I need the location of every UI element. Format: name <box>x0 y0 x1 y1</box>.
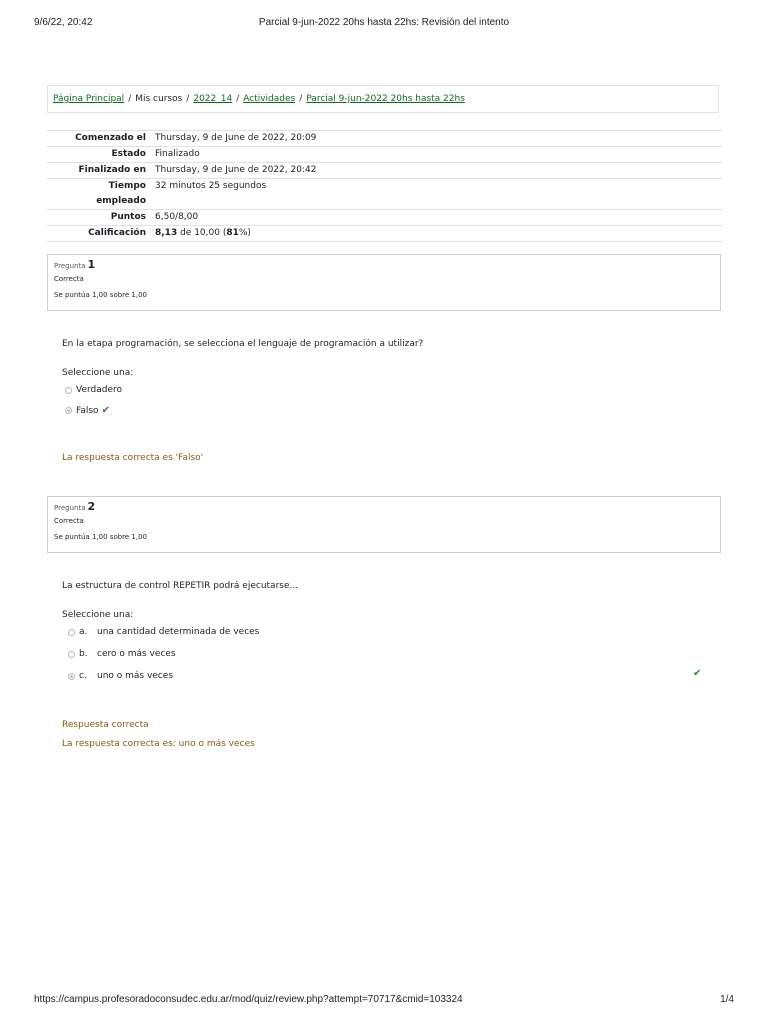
print-url: https://campus.profesoradoconsudec.edu.ar/mod/quiz/review.php?attempt=70717&cmid=103324 <box>34 994 463 1005</box>
print-datetime: 9/6/22, 20:42 <box>34 17 93 28</box>
breadcrumb-course-link[interactable]: 2022_14 <box>193 94 233 104</box>
summary-row-grade <box>47 226 722 242</box>
summary-label: Puntos <box>47 210 151 226</box>
answer-option[interactable]: c. uno o más veces <box>68 671 173 681</box>
summary-value: 8,13 de 10,00 (81%) <box>151 226 722 242</box>
radio-icon[interactable] <box>65 387 72 394</box>
radio-icon[interactable] <box>68 673 75 680</box>
question-number: Pregunta 2 <box>54 500 96 513</box>
print-page-title: Parcial 9-jun-2022 20hs hasta 22hs: Revisión del intento <box>258 17 510 28</box>
summary-label: Estado <box>47 147 151 163</box>
breadcrumb-activities-link[interactable]: Actividades <box>243 94 296 104</box>
summary-value: 6,50/8,00 <box>151 210 722 226</box>
question-text: En la etapa programación, se selecciona el lenguaje de programación a utilizar? <box>62 339 424 349</box>
answer-prompt: Seleccione una: <box>62 610 134 620</box>
radio-icon[interactable] <box>65 407 72 414</box>
summary-label: Calificación <box>47 226 151 242</box>
general-feedback: Respuesta correcta <box>62 720 149 730</box>
summary-row-points <box>47 210 722 226</box>
summary-value: 32 minutos 25 segundos <box>151 179 722 210</box>
question-state: Correcta <box>54 517 84 525</box>
question-state: Correcta <box>54 275 84 283</box>
answer-option[interactable]: Falso ✔ <box>65 405 110 416</box>
summary-row-state <box>47 147 722 163</box>
summary-value: Finalizado <box>151 147 722 163</box>
summary-row-started <box>47 131 722 147</box>
breadcrumb-home-link[interactable]: Página Principal <box>53 94 125 104</box>
breadcrumb: Página Principal / Mis cursos / 2022_14 / Actividades / Parcial 9-jun-2022 20hs hasta 22hs <box>47 85 719 113</box>
summary-label: Finalizado en <box>47 163 151 179</box>
breadcrumb-quiz-link[interactable]: Parcial 9-jun-2022 20hs hasta 22hs <box>306 94 465 104</box>
question-info-box <box>47 254 721 311</box>
correct-answer-feedback: La respuesta correcta es 'Falso' <box>62 453 204 463</box>
print-page-number: 1/4 <box>720 994 734 1005</box>
question-grade: Se puntúa 1,00 sobre 1,00 <box>54 291 148 299</box>
check-icon: ✔ <box>693 668 702 679</box>
breadcrumb-my-courses: Mis cursos <box>135 94 183 104</box>
summary-row-time <box>47 179 722 210</box>
question-number: Pregunta 1 <box>54 258 96 271</box>
question-text: La estructura de control REPETIR podrá ejecutarse... <box>62 581 299 591</box>
radio-icon[interactable] <box>68 651 75 658</box>
check-icon: ✔ <box>101 405 110 416</box>
summary-value: Thursday, 9 de June de 2022, 20:09 <box>151 131 722 147</box>
answer-option[interactable]: Verdadero <box>65 385 122 395</box>
question-info-box <box>47 496 721 553</box>
summary-value: Thursday, 9 de June de 2022, 20:42 <box>151 163 722 179</box>
summary-label: Comenzado el <box>47 131 151 147</box>
attempt-summary-table <box>47 130 722 242</box>
summary-label: Tiempo empleado <box>47 179 151 210</box>
radio-icon[interactable] <box>68 629 75 636</box>
answer-option[interactable]: a. una cantidad determinada de veces <box>68 627 259 637</box>
summary-row-finished <box>47 163 722 179</box>
correct-answer-feedback: La respuesta correcta es: uno o más veces <box>62 739 255 749</box>
question-grade: Se puntúa 1,00 sobre 1,00 <box>54 533 148 541</box>
answer-option[interactable]: b. cero o más veces <box>68 649 176 659</box>
answer-prompt: Seleccione una: <box>62 368 134 378</box>
